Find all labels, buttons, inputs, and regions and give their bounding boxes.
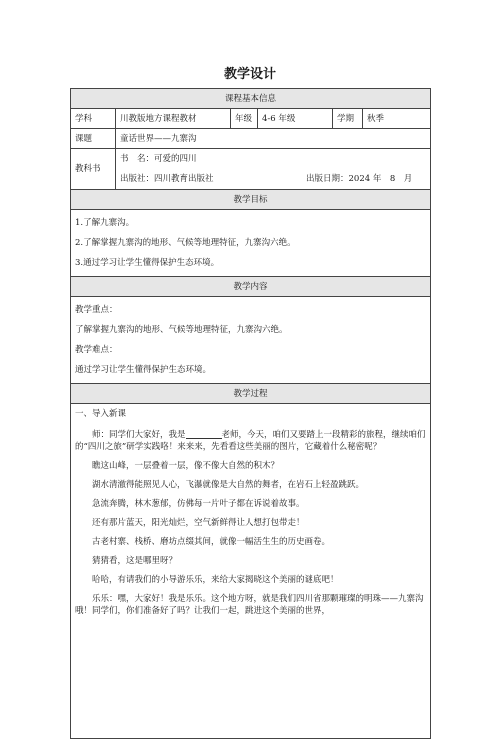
content-header-row: [71, 277, 431, 297]
grade-value: 4-6 年级: [258, 109, 333, 129]
process-header-row: [71, 384, 431, 404]
book-name: 书 名：可爱的四川: [120, 154, 197, 164]
subject-label: 学科: [71, 109, 116, 129]
narration-paragraph: 还有那片蓝天，阳光灿烂，空气新鲜得让人想打包带走！: [92, 518, 305, 528]
objective-item: 1.了解九寨沟。: [75, 218, 135, 228]
topic-label: 课题: [71, 129, 116, 149]
narration-paragraph: 湖水清澈得能照见人心，飞瀑就像是大自然的舞者，在岩石上轻盈跳跃。: [92, 480, 365, 490]
narration-paragraph: 瞧这山峰，一层叠着一层，像不像大自然的积木？: [92, 461, 280, 471]
key-label: 教学重点：: [75, 305, 118, 315]
objective-item: 2.了解掌握九寨沟的地形、气候等地理特征，九寨沟六绝。: [75, 238, 296, 248]
narration-text: 师：同学们大家好，我是: [92, 430, 186, 440]
objectives-list: [71, 210, 431, 277]
narration-paragraph: 哈哈，有请我们的小导游乐乐，来给大家揭晓这个美丽的谜底吧！: [92, 575, 339, 585]
difficult-label: 教学难点：: [75, 345, 118, 355]
difficult-text: 通过学习让学生懂得保护生态环境。: [75, 365, 212, 375]
objectives-row: [71, 210, 431, 277]
narration-paragraph: 急流奔腾，林木葱郁，仿佛每一片叶子都在诉说着故事。: [92, 499, 305, 509]
topic-value: 童话世界——九寨沟: [116, 129, 431, 149]
process-header: 教学过程: [71, 384, 431, 404]
teacher-name-blank: [186, 426, 222, 439]
textbook-info: [116, 149, 431, 190]
narration-paragraph: 古老村寨、栈桥、磨坊点缀其间，就像一幅活生生的历史画卷。: [92, 537, 331, 547]
lesson-plan-table: [70, 88, 431, 739]
publisher-line: [120, 169, 426, 189]
subject-value: 川教版地方课程教材: [116, 109, 231, 129]
subject-row: [71, 109, 431, 129]
textbook-label: 教科书: [71, 149, 116, 190]
key-text: 了解掌握九寨沟的地形、气候等地理特征，九寨沟六绝。: [75, 325, 288, 335]
narration-text: 老师，今天，咱们又要踏上一段精彩的旅程，继续咱们的“四川之旅”研学实践咯！来来来，先看看这些美丽的图片，它藏着什么秘密呢？: [75, 430, 426, 452]
process-row: [71, 404, 431, 739]
objectives-header-row: [71, 190, 431, 210]
content-body: [71, 297, 431, 384]
process-body: [71, 404, 431, 739]
term-value: 秋季: [363, 109, 431, 129]
narration-paragraph: [75, 426, 426, 453]
content-row: [71, 297, 431, 384]
page-title: 教学设计: [223, 67, 276, 82]
section-heading: 一、导入新课: [75, 409, 127, 419]
basic-info-header: 课程基本信息: [71, 89, 431, 109]
narration-paragraph: 猜猜看，这是哪里呀？: [92, 556, 178, 566]
topic-row: [71, 129, 431, 149]
basic-info-header-row: [71, 89, 431, 109]
publisher: 出版社：四川教育出版社: [120, 174, 214, 184]
narration-paragraph: 乐乐：嘿，大家好！我是乐乐。这个地方呀，就是我们四川省那颗璀璨的明珠——九寨沟哦！同学们，你们准备好了吗？让我们一起，跳进这个美丽的世界，: [75, 594, 424, 616]
objectives-header: 教学目标: [71, 190, 431, 210]
grade-label: 年级: [231, 109, 258, 129]
content-header: 教学内容: [71, 277, 431, 297]
publish-date: 出版日期：2024 年 8 月: [306, 174, 413, 184]
term-label: 学期: [333, 109, 363, 129]
textbook-row: [71, 149, 431, 190]
objective-item: 3.通过学习让学生懂得保护生态环境。: [75, 258, 220, 268]
